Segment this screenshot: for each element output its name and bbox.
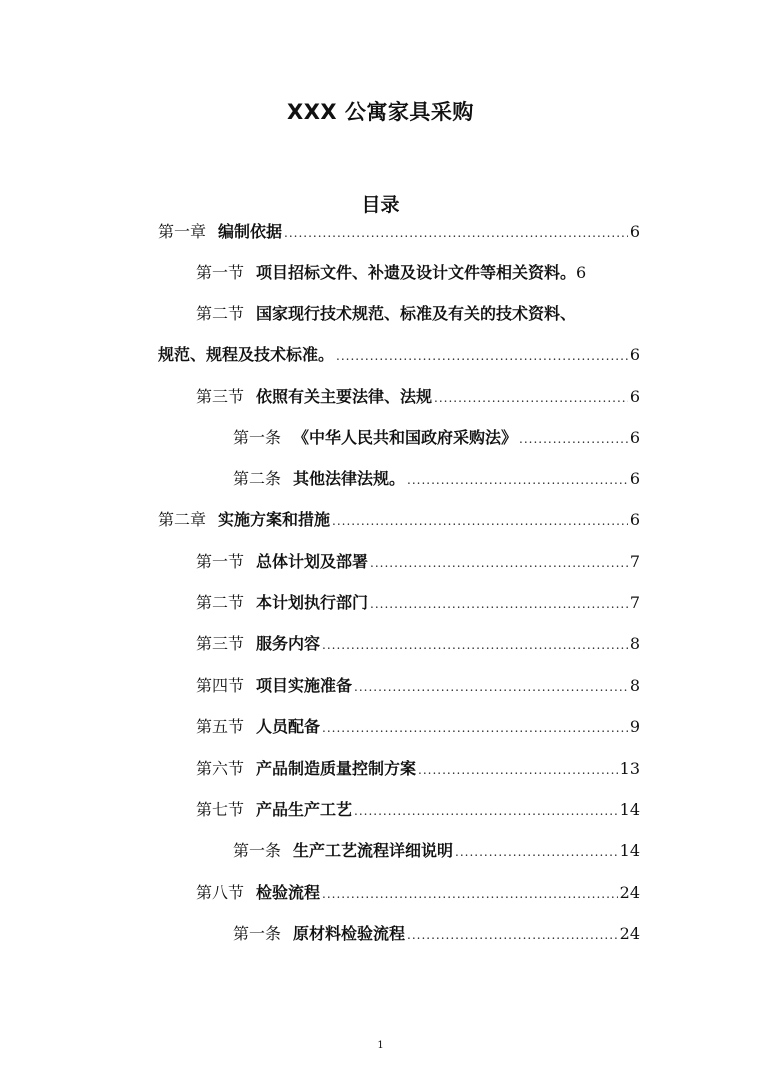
page-number: 1 <box>377 1040 384 1051</box>
toc-entry-label: 第八节 <box>196 883 245 902</box>
toc-entry-page: 8 <box>629 634 640 653</box>
toc-entry-page: 14 <box>619 841 640 860</box>
toc-entry-article-2-7-1[interactable] <box>233 839 640 864</box>
toc-entry-page: 6 <box>629 510 640 529</box>
toc-entry-text: 生产工艺流程详细说明 <box>293 841 454 860</box>
toc-heading: 目录 <box>361 194 400 216</box>
toc-leader-dots <box>407 923 618 947</box>
toc-entry-label: 第一节 <box>196 263 245 282</box>
toc-entry-text: 《中华人民共和国政府采购法》 <box>293 428 518 447</box>
toc-entry-page: 6 <box>629 345 640 364</box>
toc-leader-dots <box>284 221 628 245</box>
toc-entry-page: 8 <box>629 676 640 695</box>
toc-entry-label: 第二章 <box>158 510 207 529</box>
toc-entry-label: 第一条 <box>233 924 282 943</box>
toc-entry-page: 6 <box>576 263 587 282</box>
toc-entry-text: 编制依据 <box>218 222 283 241</box>
toc-entry-page: 9 <box>629 717 640 736</box>
toc-leader-dots <box>354 675 628 699</box>
toc-entry-text: 实施方案和措施 <box>218 510 331 529</box>
toc-leader-dots <box>519 427 628 451</box>
toc-leader-dots <box>332 509 628 533</box>
toc-entry-page: 6 <box>629 222 640 241</box>
toc-entry-section-1-2-cont[interactable] <box>158 343 640 368</box>
toc-leader-dots <box>407 468 628 492</box>
toc-entry-page: 6 <box>629 469 640 488</box>
toc-entry-text: 项目实施准备 <box>256 676 353 695</box>
toc-entry-section-2-1[interactable] <box>196 550 640 575</box>
toc-entry-page: 6 <box>629 428 640 447</box>
toc-entry-label: 第三节 <box>196 387 245 406</box>
toc-entry-text: 总体计划及部署 <box>256 552 369 571</box>
toc-entry-label: 第二条 <box>233 469 282 488</box>
toc-entry-label: 第三节 <box>196 634 245 653</box>
toc-entry-label: 第一章 <box>158 222 207 241</box>
toc-entry-chapter-2[interactable] <box>158 508 640 533</box>
toc-leader-dots <box>354 799 618 823</box>
toc-entry-label: 第五节 <box>196 717 245 736</box>
toc-leader-dots <box>370 551 628 575</box>
toc-leader-dots <box>336 344 628 368</box>
toc-entry-text: 人员配备 <box>256 717 321 736</box>
toc-entry-section-1-1[interactable] <box>196 261 640 285</box>
toc-entry-section-2-6[interactable] <box>196 757 640 782</box>
toc-entry-text: 规范、规程及技术标准。 <box>158 345 335 364</box>
toc-entry-text: 产品制造质量控制方案 <box>256 759 417 778</box>
toc-entry-section-2-7[interactable] <box>196 798 640 823</box>
toc-entry-section-2-3[interactable] <box>196 632 640 657</box>
toc-entry-label: 第四节 <box>196 676 245 695</box>
document-title: XXX 公寓家具采购 <box>287 100 474 124</box>
toc-entry-label: 第七节 <box>196 800 245 819</box>
toc-entry-section-1-3[interactable] <box>196 385 640 410</box>
toc-leader-dots <box>418 758 618 782</box>
toc-entry-label: 第六节 <box>196 759 245 778</box>
toc-entry-section-2-2[interactable] <box>196 591 640 616</box>
toc-entry-page: 13 <box>619 759 640 778</box>
toc-entry-text: 服务内容 <box>256 634 321 653</box>
toc-entry-text: 本计划执行部门 <box>256 593 369 612</box>
toc-entry-section-2-8[interactable] <box>196 881 640 906</box>
toc-entry-section-2-4[interactable] <box>196 674 640 699</box>
toc-leader-dots <box>322 716 628 740</box>
toc-entry-label: 第二节 <box>196 593 245 612</box>
toc-entry-chapter-1[interactable] <box>158 220 640 245</box>
toc-entry-section-1-2[interactable] <box>196 302 576 326</box>
toc-entry-text: 项目招标文件、补遗及设计文件等相关资料。 <box>256 263 577 282</box>
toc-entry-text: 检验流程 <box>256 883 321 902</box>
toc-entry-page: 7 <box>629 593 640 612</box>
toc-leader-dots <box>370 592 628 616</box>
toc-entry-text: 产品生产工艺 <box>256 800 353 819</box>
toc-entry-article-2-8-1[interactable] <box>233 922 640 947</box>
toc-entry-label: 第一节 <box>196 552 245 571</box>
toc-entry-page: 6 <box>629 387 640 406</box>
toc-leader-dots <box>434 386 628 410</box>
toc-entry-text: 国家现行技术规范、标准及有关的技术资料、 <box>256 304 577 323</box>
toc-leader-dots <box>322 633 628 657</box>
toc-entry-text: 依照有关主要法律、法规 <box>256 387 433 406</box>
toc-entry-label: 第一条 <box>233 841 282 860</box>
toc-entry-section-2-5[interactable] <box>196 715 640 740</box>
toc-entry-page: 24 <box>619 883 640 902</box>
toc-leader-dots <box>455 840 618 864</box>
toc-entry-article-1[interactable] <box>233 426 640 451</box>
toc-entry-page: 7 <box>629 552 640 571</box>
toc-entry-article-2[interactable] <box>233 467 640 492</box>
toc-entry-label: 第二节 <box>196 304 245 323</box>
toc-entry-text: 原材料检验流程 <box>293 924 406 943</box>
toc-entry-label: 第一条 <box>233 428 282 447</box>
toc-leader-dots <box>322 882 618 906</box>
toc-entry-text: 其他法律法规。 <box>293 469 406 488</box>
toc-entry-page: 14 <box>619 800 640 819</box>
toc-entry-page: 24 <box>619 924 640 943</box>
